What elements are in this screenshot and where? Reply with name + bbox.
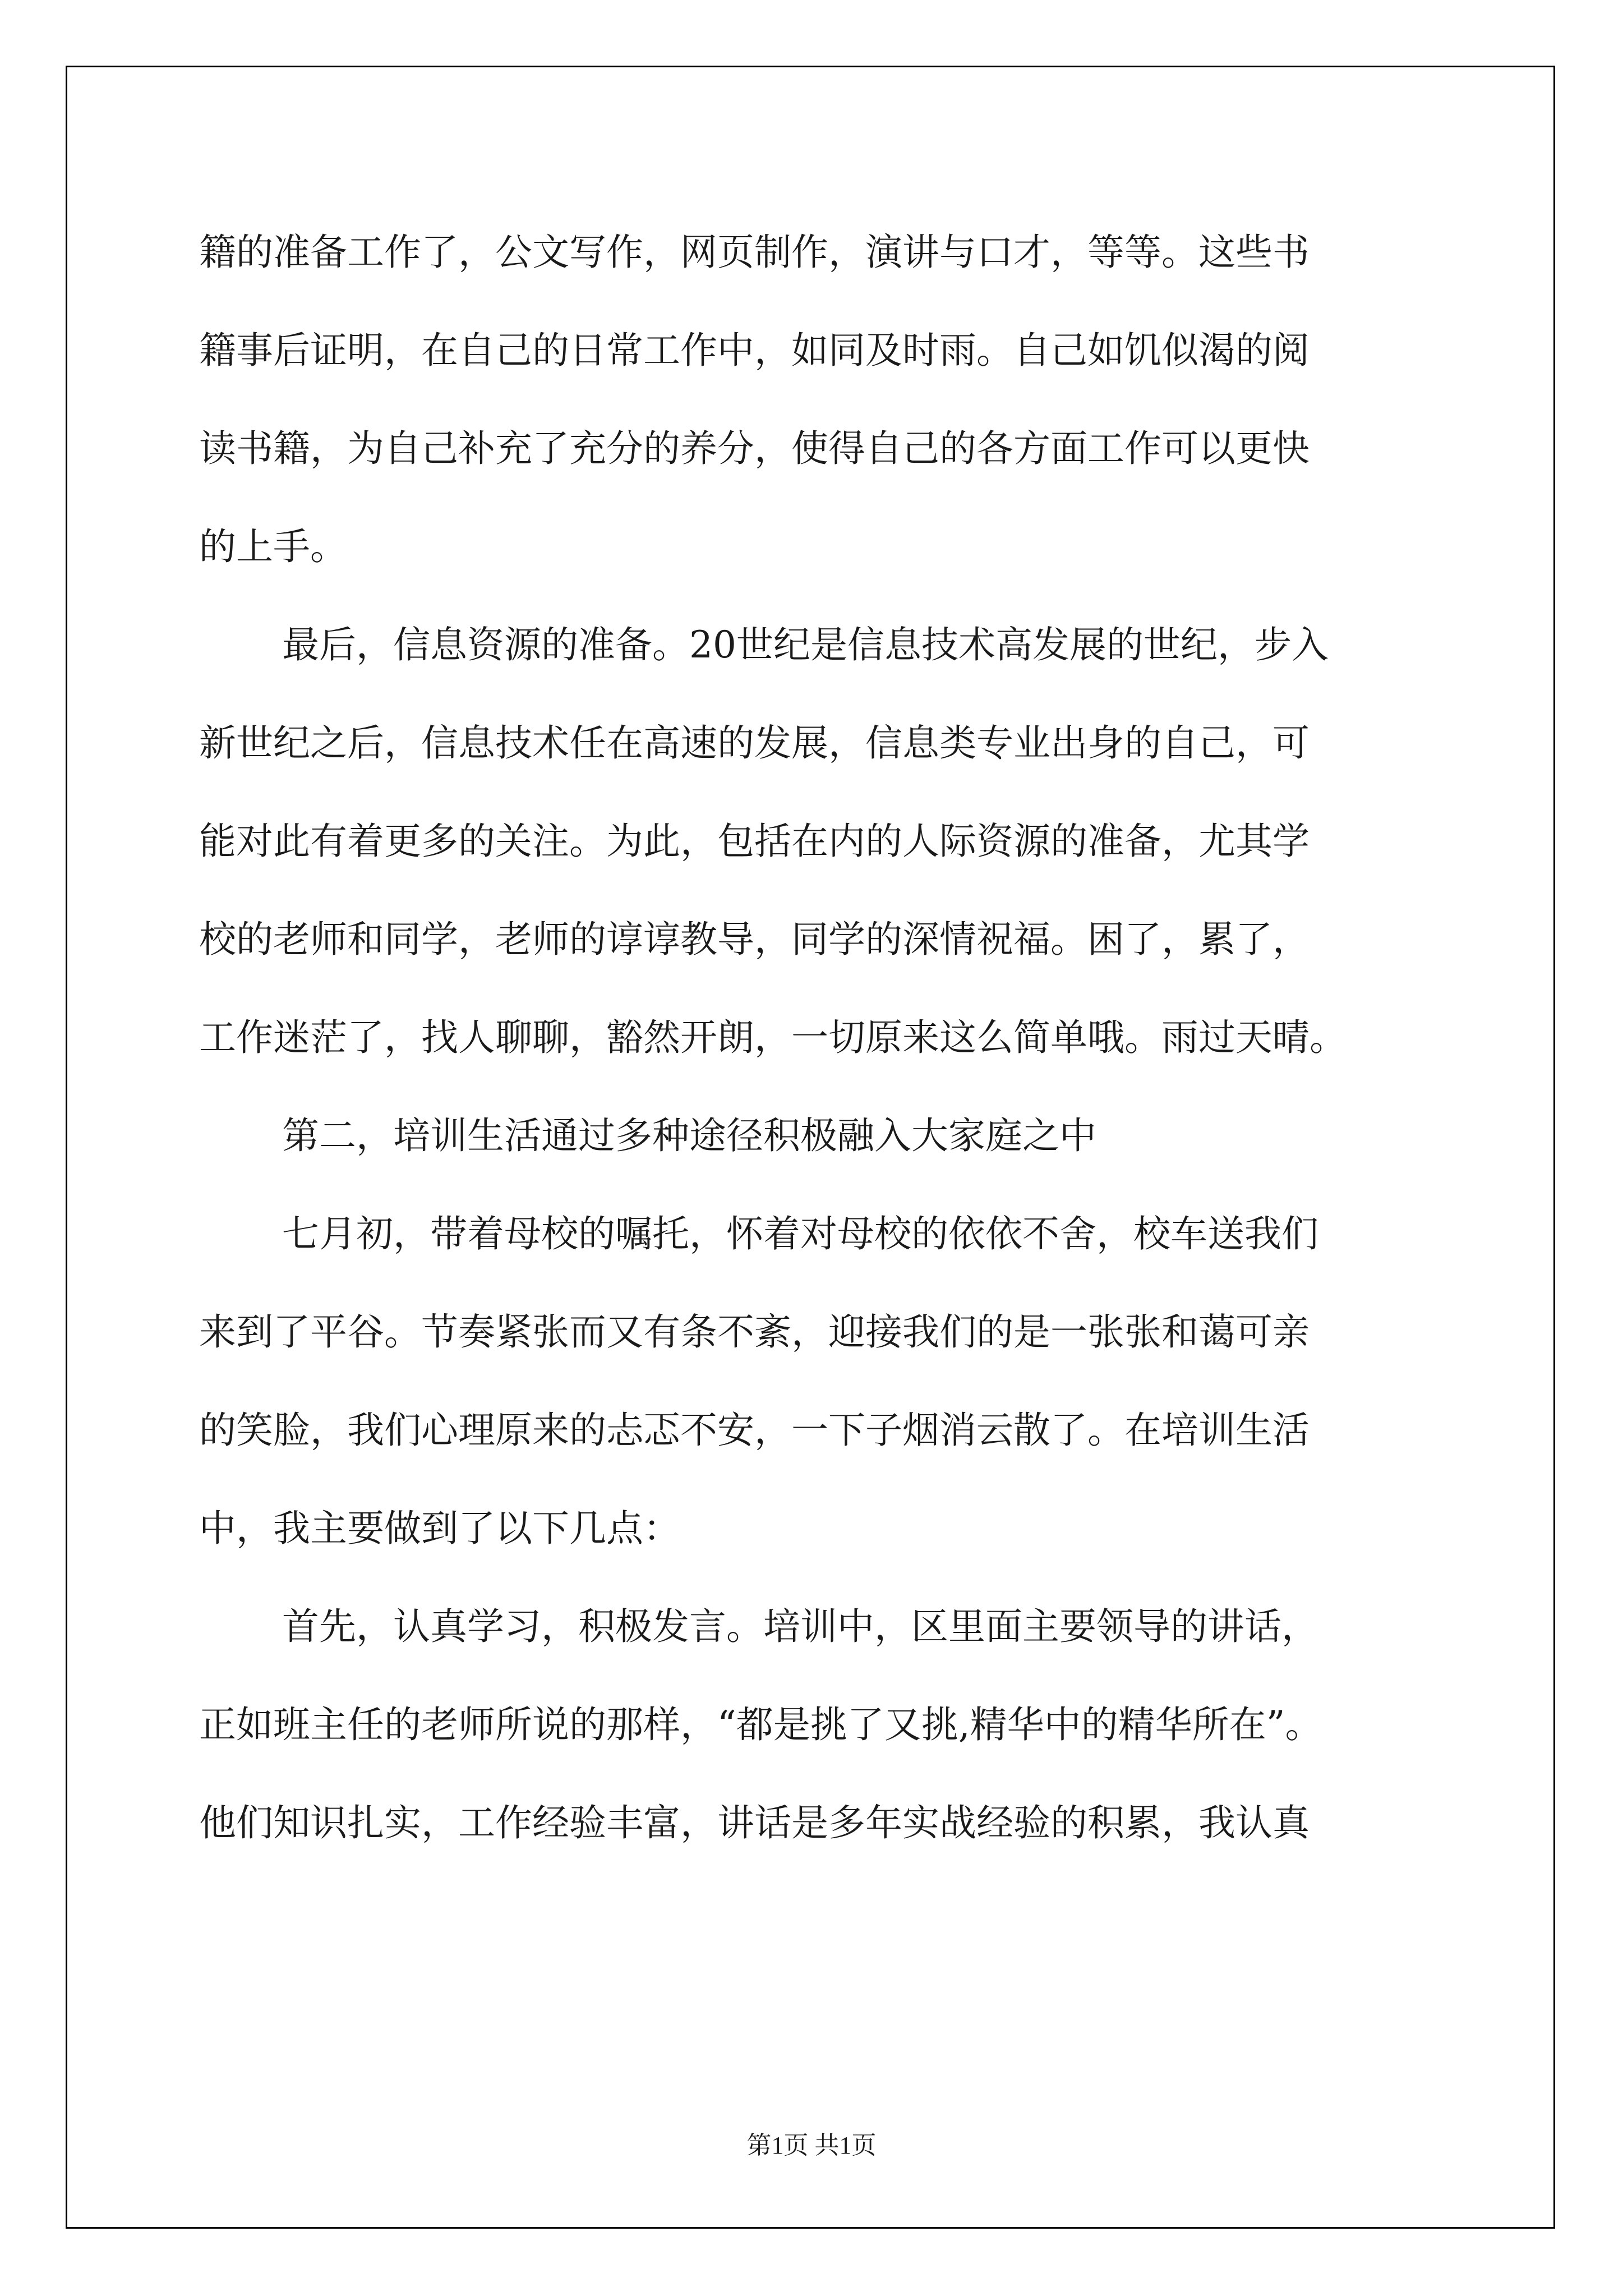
text-line: 正如班主任的老师所说的那样，“都是挑了又挑,精华中的精华所在”。	[199, 1703, 1322, 1746]
text-line: 工作迷茫了，找人聊聊，豁然开朗，一切原来这么简单哦。雨过天晴。	[199, 1016, 1347, 1059]
text-line: 他们知识扎实，工作经验丰富，讲话是多年实战经验的积累，我认真	[199, 1801, 1310, 1844]
text-line: 的笑脸，我们心理原来的忐忑不安，一下子烟消云散了。在培训生活	[199, 1409, 1310, 1452]
text-line: 籍事后证明，在自己的日常工作中，如同及时雨。自己如饥似渴的阅	[199, 329, 1310, 372]
text-line: 籍的准备工作了，公文写作，网页制作，演讲与口才，等等。这些书	[199, 231, 1310, 274]
text-line: 首先，认真学习，积极发言。培训中，区里面主要领导的讲话，	[282, 1605, 1318, 1648]
page-footer: 第1页 共1页	[746, 2132, 877, 2159]
section-heading: 第二，培训生活通过多种途径积极融入大家庭之中	[282, 1114, 1096, 1157]
text-line: 来到了平谷。节奏紧张而又有条不紊，迎接我们的是一张张和蔼可亲	[199, 1310, 1310, 1354]
text-line: 最后，信息资源的准备。20世纪是信息技术高发展的世纪，步入	[282, 623, 1329, 666]
text-line: 能对此有着更多的关注。为此，包括在内的人际资源的准备，尤其学	[199, 820, 1310, 863]
text-line: 的上手。	[199, 525, 347, 568]
text-line: 七月初，带着母校的嘱托，怀着对母校的依依不舍，校车送我们	[282, 1212, 1318, 1255]
text-line: 新世纪之后，信息技术任在高速的发展，信息类专业出身的自己，可	[199, 721, 1310, 765]
text-line: 中，我主要做到了以下几点：	[199, 1507, 680, 1550]
text-line: 读书籍，为自己补充了充分的养分，使得自己的各方面工作可以更快	[199, 427, 1310, 470]
text-line: 校的老师和同学，老师的谆谆教导，同学的深情祝福。困了，累了，	[199, 918, 1310, 961]
